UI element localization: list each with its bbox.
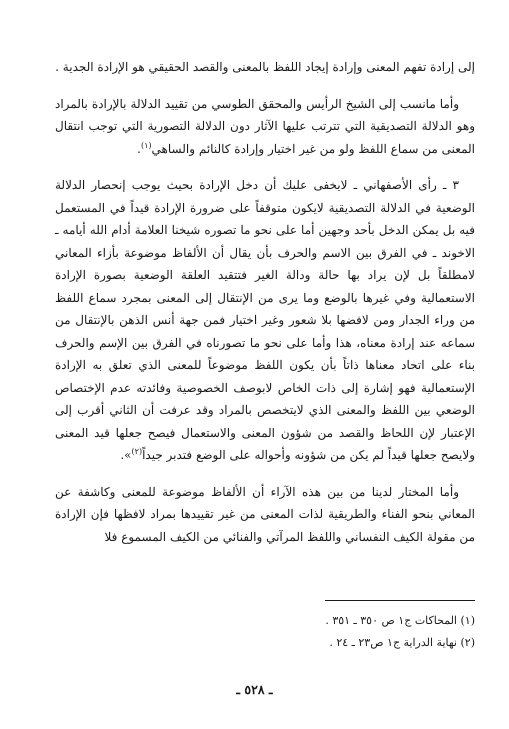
paragraph-3 — [55, 174, 475, 467]
paragraph-1-text: إلى إرادة تفهم المعنى وإرادة إيجاد اللفظ بالمعنى والقصد الحقيقي هو الإرادة الجدية . — [55, 60, 475, 74]
paragraph-4 — [55, 481, 475, 549]
footnote-divider — [325, 600, 475, 601]
paragraph-2-end: . — [137, 141, 141, 156]
page-body — [55, 56, 475, 548]
footnote-ref-1: (١) — [141, 140, 152, 150]
footnote-1: (١) المحاكات ج١ ص ٣٥٠ ـ ٣٥١ . — [325, 614, 475, 627]
paragraph-4-text: وأما المختار لدينا من بين هذه الآراء أن الألفاظ موضوعة للمعنى وكاشفة عن المعاني بنحو الفناء والطريقية لذات المعنى من غير تقييدها بمراد لافظها فإن الإرادة من مقولة الكيف النفساني واللفظ المرآتي والفنائي من الكيف المسموع فلا — [55, 484, 475, 544]
paragraph-3-end: ». — [120, 448, 132, 462]
footnote-2: (٢) نهاية الدراية ج١ ص٢٣ ـ ٢٤ . — [329, 636, 475, 649]
paragraph-2 — [55, 93, 475, 161]
page-number: ـ ٥٢٨ ـ — [236, 682, 273, 697]
paragraph-1 — [55, 56, 475, 79]
paragraph-2-text: وأما مانسب إلى الشيخ الرأيس والمحقق الطوسي من تقييد الدلالة بالإرادة بالمراد وهو الدلالة التصديقية التي تترتب عليها الآثار دون الدلالة التصورية التي توجب انتقال المعنى من سماع اللفظ ولو من غير اختيار وإرادة كالنائم والساهي — [55, 96, 475, 156]
paragraph-3-text: ٣ ـ رأى الأصفهاني ـ لايخفى عليك أن دخل الإرادة بحيث يوجب إنحصار الدلالة الوضعية في الدلالة التصديقية لايكون متوقفاً على ضرورة الإرادة قيداً في المستعمل فيه بل يمكن الدخل بأحد وجهين أما على نحو ما تصوره شيخنا العلامة أدام الله أيامه ـ الاخوند ـ في الفرق بين الاسم والحرف بأن يقال أن الألفاظ موضوعة بأزاء المعاني لامطلقاً بل لإن يراد بها حالة ودالة الغير فتتقيد العلقة الوضعية بصورة الإرادة الاستعمالية وفي غيرها بالوضع وما يرى من الإنتقال إلى المعنى بمجرد سماع اللفظ من وراء الجدار ومن لافضها بلا شعور وغير اختيار فمن جهة أنس الذهن بالإنتقال من سماعه عند إرادة معناه، هذا وأما على نحو ما تصورناه في الفرق بين الإسم والحرف بناء على اتحاد معناها ذاتاً بأن يكون اللفظ موضوعاً للمعنى الذي تعلق به الإرادة الإستعمالية فهو إشارة إلى ذات الخاص لابوصف الخصوصية وفائدته عدم الإختصاص الوضعي بين اللفظ والمعنى الذي لايتخصص بالمراد وقد عرفت أن الثاني أقرب إلى الإعتبار لإن اللحاظ والقصد من شؤون المعنى والاستعمال فيصح جعلها قيد المعنى ولايصح جعلها قيداً لم يكن من شؤونه وأحواله على الوضع فتدبر جيداً — [55, 178, 475, 462]
footnote-ref-2: (٢) — [131, 447, 143, 456]
footnotes — [55, 610, 475, 654]
